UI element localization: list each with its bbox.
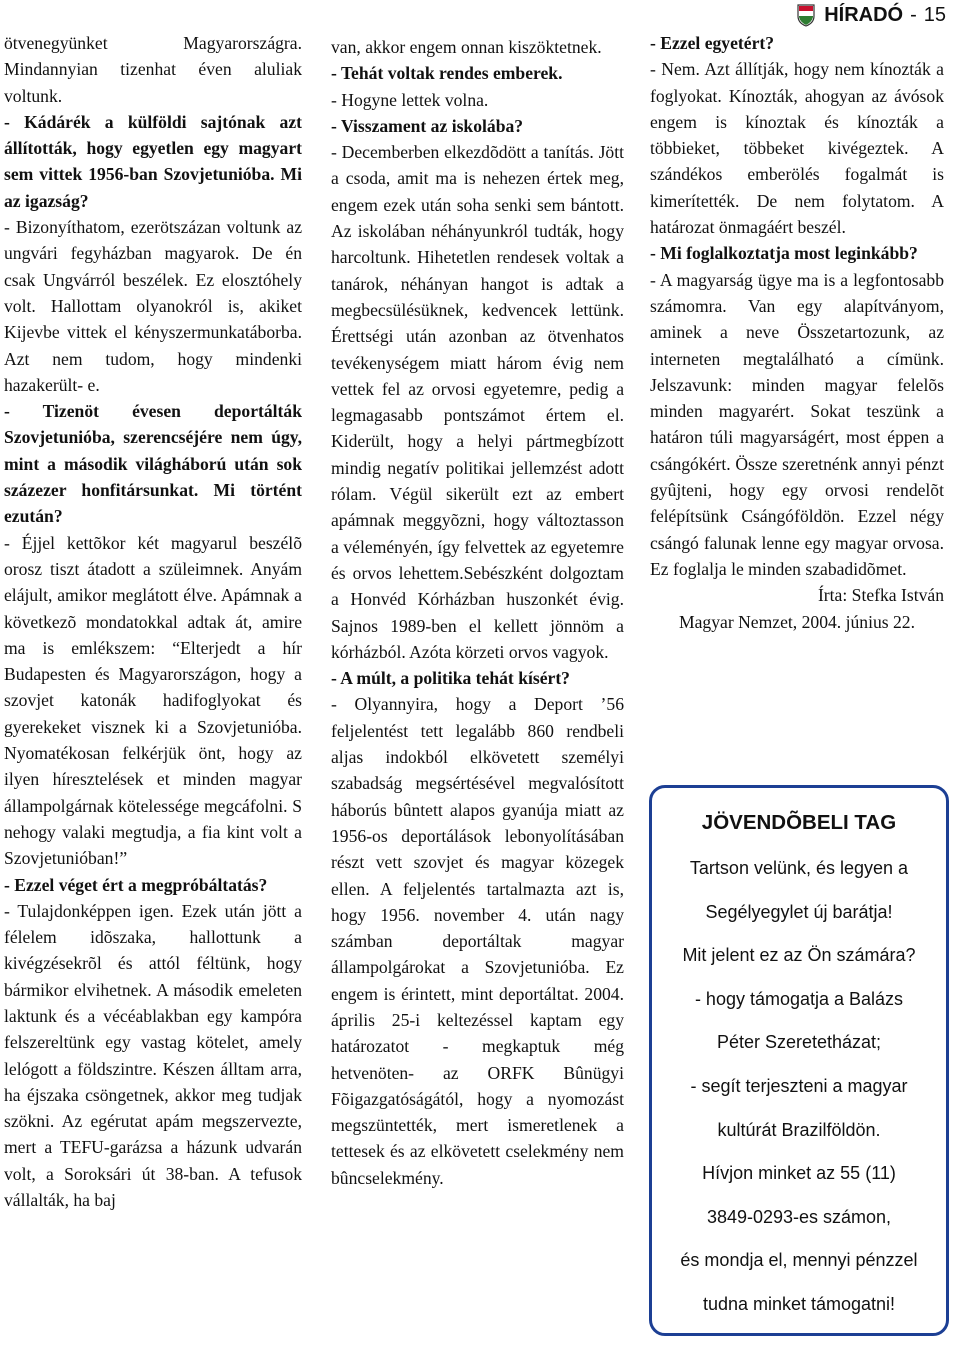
box-line: tudna minket támogatni! bbox=[702, 1293, 896, 1314]
article-column-3 bbox=[650, 30, 944, 635]
interview-question: - A múlt, a politika tehát kísért? bbox=[331, 668, 570, 689]
box-line: - hogy támogatja a Balázs bbox=[694, 988, 904, 1009]
flag-shield-icon bbox=[795, 3, 817, 27]
box-line: Tartson velünk, és legyen a bbox=[689, 858, 909, 878]
interview-question: - Tizenöt évesen deportálták Szovjetunióba, szerencséjére nem úgy, mint a második világháború után sok százezer honfitársunkat. Mi történt ezután? bbox=[4, 401, 302, 527]
paragraph: ötvenegyünket Magyarországra. Mindannyian tizenhat éven aluliak voltunk. bbox=[4, 33, 302, 106]
interview-answer: - Hogyne lettek volna. bbox=[331, 89, 489, 110]
box-line: Mit jelent ez az Ön számára? bbox=[682, 945, 916, 966]
interview-question: - Ezzel véget ért a megpróbáltatás? bbox=[4, 874, 268, 895]
interview-question: - Visszament az iskolába? bbox=[331, 115, 524, 136]
interview-question: - Kádárék a külföldi sajtónak azt állították, hogy egyetlen egy magyart sem vittek 1956-ban Szovjetunióba. Mi az igazság? bbox=[4, 111, 302, 211]
interview-answer: - A magyarság ügye ma is a legfontosabb számomra. Van egy alapítványom, aminek a neve Összetartozunk, az interneten megtalálható a címünk. Jelszavunk: minden magyar felelõs minden magyarért. Sokat teszünk a határon túli magyarságért, most éppen a csángókért. Össze szeretnénk annyi pénzt gyûjteni, hogy egy orvosi rendelõt felépítsünk Csángóföldön. Ezzel négy csángó falunak lenne egy magyar orvosa. Ez foglalja le minden szabadidõmet. bbox=[650, 269, 944, 579]
interview-answer: - Decemberben elkezdõdött a tanítás. Jött a csoda, amit ma is nehezen értek meg, engem ezek után soha senki sem bántott. Az iskolában néhányunkról tudták, hogy harcoltunk. Hihetetlen rendesek voltak a tanárok, néhányan hangot is adtak a megbecsülésüknek, kedvencek lettünk. Érettségi után azonban az ötvenhatos tevékenységem miatt három évig nem vettek fel az orvosi egyetemre, pedig a legmagasabb pontszámot értem el. Kiderült, hogy a helyi pártmegbízott mindig negatív politikai jellemzést adott rólam. Végül sikerült ezt az embert apámnak meggyõzni, hogy változtasson a véleményén, így felvettek az egyetemre és orvos lehettem.Sebészként dolgoztam a Honvéd Kórházban huszonkét évig. Sajnos 1989-ben el kellett jönnöm a kórházból. Azóta körzeti orvos vagyok. bbox=[331, 142, 624, 662]
paragraph: van, akkor engem onnan kiszöktetnek. bbox=[331, 37, 602, 57]
box-line: és mondja el, mennyi pénzzel bbox=[680, 1250, 918, 1271]
box-line: kultúrát Brazilföldön. bbox=[717, 1119, 881, 1140]
box-title: JÖVENDÕBELI TAG bbox=[701, 811, 897, 834]
page-header bbox=[795, 2, 946, 28]
interview-answer: - Éjjel kettõkor két magyarul beszélõ orosz tiszt átadott a szüleimnek. Anyám elájult, amikor meglátott élve. Apámnak a következõ mondatokkal adtak át, amire ma is emlékszem: “Elterjedt a hír Budapesten és Magyarországon, hogy a szovjet katonák hadifoglyokat és gyerekeket visznek ki a Szovjetunióba. Nyomatékosan felkérjük önt, hogy az ilyen híresztelések et minden magyar állampolgárnak kötelessége megcáfolni. S nehogy valaki megtudja, a fia kint volt a Szovjetunióban!” bbox=[4, 532, 302, 869]
article-column-2 bbox=[331, 34, 624, 1191]
box-line: Segélyegylet új barátja! bbox=[705, 901, 893, 922]
box-line: - segít terjeszteni a magyar bbox=[690, 1075, 908, 1096]
header-separator: - bbox=[910, 3, 917, 26]
interview-answer: - Bizonyíthatom, ezerötszázan voltunk az ungvári fegyházban magyarok. De én csak Ungvárról beszélek. Ez elosztóhely volt. Hallottam olyanokról is, akiket Kijevbe vittek el kényszermunkatáborba. Azt nem tudom, hogy mindenki hazakerült- e. bbox=[4, 217, 302, 395]
interview-answer: - Olyannyira, hogy a Deport ’56 feljelentést tett legalább 860 rendbeli aljas indokból elkövetett személyi szabadság megsértésével megvalósított háborús bûntett alapos gyanúja miatt az 1956-os deportálások lebonyolításában részt vett szovjet és magyar közegek ellen. A feljelentés tartalmazta azt is, hogy 1956. november 4. után nagy számban deportáltak magyar állampolgárokat a Szovjetunióba. Ez engem is érintett, mint deportáltat. 2004. április 25-i keltezéssel kaptam egy határozatot - megkaptuk még hetvenöten- az ORFK Bûnügyi Fõigazgatóságától, hogy a nyomozást megszüntették, mert ismeretlenek a tettesek és az elkövetett cselekmény nem bûncselekmény. bbox=[331, 694, 624, 1188]
box-line: Péter Szeretetházat; bbox=[716, 1032, 882, 1053]
article-source: Magyar Nemzet, 2004. június 22. bbox=[678, 611, 915, 632]
article-author: Írta: Stefka István bbox=[817, 585, 944, 606]
box-line: Hívjon minket az 55 (11) bbox=[702, 1163, 896, 1184]
article-column-1 bbox=[4, 30, 302, 1213]
page-number: 15 bbox=[923, 3, 946, 26]
membership-box bbox=[649, 785, 949, 1336]
box-line: 3849-0293-es számon, bbox=[706, 1206, 892, 1227]
interview-question: - Tehát voltak rendes emberek. bbox=[331, 63, 563, 84]
interview-question: - Ezzel egyetért? bbox=[650, 33, 775, 53]
header-title: HÍRADÓ bbox=[824, 3, 904, 26]
interview-answer: - Nem. Azt állítják, hogy nem kínozták a foglyokat. Kínozták, ahogyan az ávósok engem is kínoztak és kínozták a többieket, többeket kivégeztek. A szándékos emberölés fogalmát is kimerítették. De nem folytatom. A határozat önmagáért beszél. bbox=[650, 59, 944, 238]
interview-answer: - Tulajdonképpen igen. Ezek után jött a félelem idõszaka, hallottunk a kivégzésekrõl és attól féltünk, hogy bármikor elvihetnek. A második emeleten laktunk és a vécéablakban egy kampóra felszereltünk egy vastag kötelet, amely lelógott a földszintre. Készen álltam arra, ha éjszaka csöngetnek, akkor meg tudjak szökni. Az egérutat apám megszervezte, mert a TEFU-garázsa a házunk udvarán volt, a Soroksári út 38-ban. A tefusok vállalták, ha baj bbox=[4, 900, 302, 1211]
interview-question: - Mi foglalkoztatja most leginkább? bbox=[650, 243, 918, 264]
